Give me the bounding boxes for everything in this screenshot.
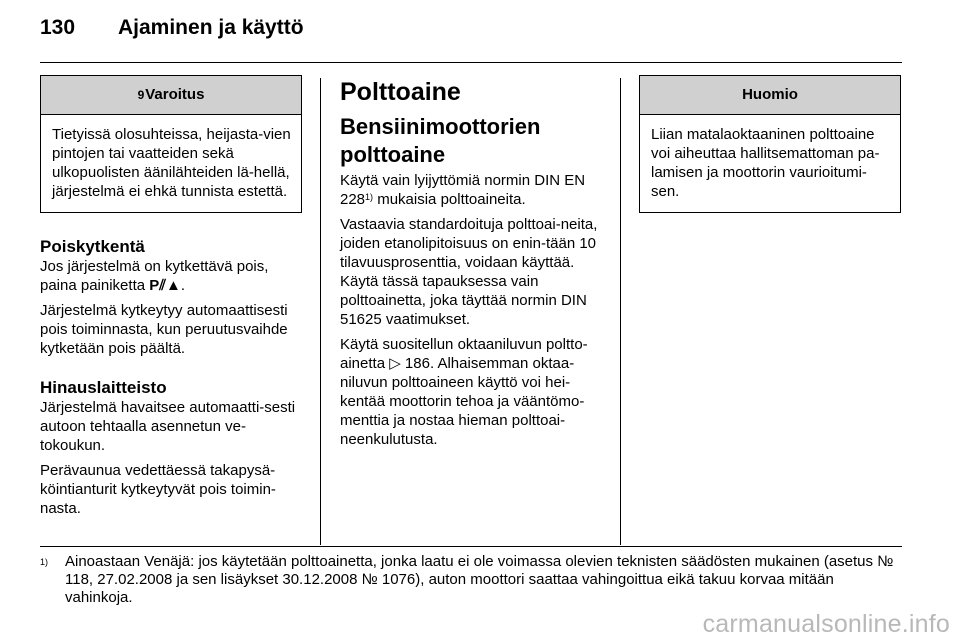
footnote-text: Ainoastaan Venäjä: jos käytetään polttoainetta, jonka laatu ei ole voimassa olevien teknisten säädösten mukainen (asetus № 118, 27.02.2008 ja sen lisäykset 30.12.2008 № 1076), auton moottori saattaa vahingoittua eikä takuu korvaa mitään vahinkoja. — [65, 553, 894, 606]
footnote-reference[interactable]: 1) — [365, 192, 374, 202]
header-rule — [40, 62, 902, 63]
warning-box-header — [41, 76, 301, 115]
note-box — [639, 75, 901, 213]
page-header — [40, 16, 304, 40]
footnote-rule — [40, 546, 902, 547]
section-title: Polttoaine — [340, 78, 461, 106]
warning-text: Tietyissä olosuhteissa, heijasta-vien pintojen tai vaatteiden sekä ulkopuolisten äänilähteiden lä-hellä, järjestelmä ei ehkä tunnista estettä. — [52, 126, 291, 200]
middle-column — [340, 75, 604, 455]
hinauslaitteisto-paragraph-1: Järjestelmä havaitsee automaatti-sesti autoon tehtaalla asennetun ve-tokoukun. — [40, 399, 296, 454]
right-column — [639, 75, 901, 213]
park-sensor-icon: P⫽▲ — [149, 277, 181, 294]
poiskytkenta-paragraph-2: Järjestelmä kytkeytyy automaattisesti pois toiminnasta, kun peruutusvaihde kytketään pois päältä. — [40, 302, 288, 357]
warning-triangle-icon: 9 — [137, 88, 145, 102]
watermark: carmanualsonline.info — [702, 610, 950, 638]
page-reference-icon[interactable]: ▷ — [389, 355, 401, 372]
poiskytkenta-paragraph-1: Jos järjestelmä on kytkettävä pois, paina painiketta P⫽▲. — [40, 258, 269, 294]
page-title: Ajaminen ja käyttö — [118, 16, 304, 39]
left-column — [40, 75, 302, 524]
poiskytkenta-heading: Poiskytkentä — [40, 237, 145, 256]
warning-box — [40, 75, 302, 213]
hinauslaitteisto-paragraph-2: Perävaunua vedettäessä takapysä-köintianturit kytkeytyvät pois toimin-nasta. — [40, 462, 276, 517]
column-divider-left — [320, 78, 321, 545]
fuel-paragraph-2: Vastaavia standardoituja polttoai-neita, joiden etanolipitoisuus on enin-tään 10 tilavuusprosenttia, voidaan käyttää. Käytä tässä tapauksessa vain polttoainetta, joka täyttää normin DIN 51625 vaatimukset. — [340, 216, 598, 328]
fuel-paragraph-1: Käytä vain lyijyttömiä normin DIN EN 228$^{1)}$ mukaisia polttoaineita. — [340, 172, 586, 208]
fuel-paragraph-3: Käytä suositellun oktaaniluvun poltto-ainetta ▷ 186. Alhaisemman oktaa-niluvun polttoaineen käyttö voi hei-kentää moottorin tehoa ja vääntömo-menttia ja nostaa hieman polttoai-neenkulutusta. — [340, 336, 588, 448]
hinauslaitteisto-heading: Hinauslaitteisto — [40, 378, 167, 397]
note-text: Liian matalaoktaaninen polttoaine voi aiheuttaa hallitsemattoman pa-lamisen ja moottorin vaurioitumi-sen. — [651, 126, 880, 200]
subsection-title: Bensiinimoottorien polttoaine — [340, 114, 541, 167]
page-number: 130 — [40, 16, 76, 39]
footnote-mark: 1) — [40, 557, 49, 567]
note-box-header: Huomio — [640, 76, 900, 115]
column-divider-right — [620, 78, 621, 545]
warning-title: Varoitus — [145, 86, 205, 103]
footnote — [40, 553, 902, 607]
